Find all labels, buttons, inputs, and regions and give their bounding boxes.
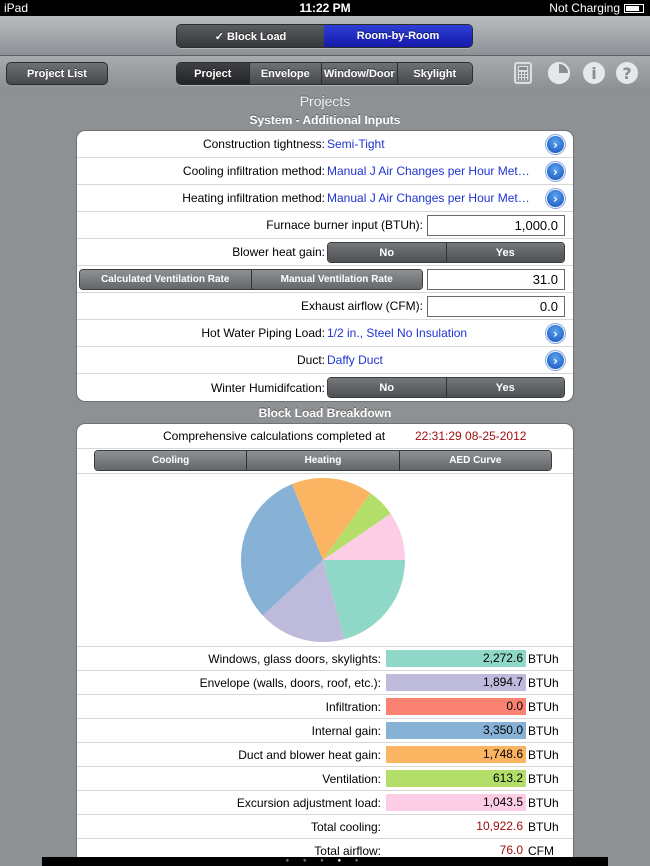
breakdown-value: 0.0 [386, 698, 526, 715]
breakdown-value: 1,043.5 [386, 794, 526, 811]
furnace-input[interactable]: 1,000.0 [427, 215, 565, 236]
section-title-inputs: System - Additional Inputs [249, 113, 401, 127]
chart-tabs [94, 450, 552, 471]
breakdown-label: Infiltration: [325, 699, 381, 714]
breakdown-row-internal-gain [77, 719, 573, 743]
status-bar [0, 0, 650, 16]
page-title: Projects [299, 93, 351, 109]
breakdown-label: Internal gain: [311, 723, 381, 738]
humidification-yes-button[interactable]: Yes [447, 378, 565, 397]
heating-infiltration-label: Heating infiltration method: [182, 191, 325, 205]
exhaust-input[interactable]: 0.0 [427, 296, 565, 317]
humidification-row [77, 374, 573, 401]
breakdown-value: 2,272.6 [386, 650, 526, 667]
breakdown-value: 1,894.7 [386, 674, 526, 691]
manual-ventilation-button[interactable]: Manual Ventilation Rate [252, 270, 423, 289]
calc-status-label: Comprehensive calculations completed at [163, 429, 386, 443]
breakdown-unit: BTUh [528, 795, 559, 810]
blower-yes-button[interactable]: Yes [447, 243, 565, 262]
humidification-no-button[interactable]: No [328, 378, 447, 397]
breakdown-unit: BTUh [528, 771, 559, 786]
cooling-infiltration-label: Cooling infiltration method: [182, 164, 325, 178]
ventilation-row [77, 266, 573, 293]
heating-tab[interactable]: Heating [247, 451, 399, 470]
furnace-row [77, 212, 573, 239]
inputs-card [76, 130, 574, 402]
breakdown-label: Envelope (walls, doors, roof, etc.): [199, 675, 381, 690]
calculated-ventilation-button[interactable]: Calculated Ventilation Rate [80, 270, 252, 289]
mode-bar [0, 16, 650, 56]
ventilation-input[interactable]: 31.0 [427, 269, 565, 290]
blower-no-button[interactable]: No [328, 243, 447, 262]
aed-curve-tab[interactable]: AED Curve [400, 451, 551, 470]
hot-water-value: 1/2 in., Steel No Insulation [327, 326, 468, 340]
breakdown-label: Duct and blower heat gain: [238, 747, 381, 762]
mode-segmented-control [176, 24, 473, 48]
device-name: iPad [4, 1, 29, 15]
breakdown-card [76, 423, 574, 857]
block-load-tab[interactable]: ✓ Block Load [177, 25, 324, 47]
disclosure-arrow-icon[interactable]: › [546, 351, 565, 370]
furnace-label: Furnace burner input (BTUh): [266, 218, 423, 232]
heating-infiltration-value: Manual J Air Changes per Hour Met… [327, 191, 530, 205]
pie-chart-area [77, 474, 573, 647]
breakdown-row-excursion [77, 791, 573, 815]
section-tabs [176, 62, 473, 85]
duct-row[interactable] [77, 347, 573, 374]
exhaust-label: Exhaust airflow (CFM): [300, 299, 423, 313]
blower-row [77, 239, 573, 266]
section-title-breakdown: Block Load Breakdown [258, 406, 392, 420]
breakdown-unit: BTUh [528, 675, 559, 690]
disclosure-arrow-icon[interactable]: › [546, 135, 565, 154]
breakdown-row-envelope [77, 671, 573, 695]
total-airflow-value: 76.0 [499, 843, 523, 857]
cooling-tab[interactable]: Cooling [95, 451, 247, 470]
construction-label: Construction tightness: [202, 137, 325, 151]
breakdown-row-duct-blower [77, 743, 573, 767]
breakdown-value: 613.2 [386, 770, 526, 787]
blower-label: Blower heat gain: [232, 245, 325, 259]
exhaust-row [77, 293, 573, 320]
tab-project[interactable]: Project [177, 63, 250, 84]
breakdown-row-infiltration [77, 695, 573, 719]
status-time: 11:22 PM [299, 1, 351, 15]
breakdown-row-ventilation [77, 767, 573, 791]
total-cooling-row [77, 815, 573, 839]
blower-toggle [327, 242, 565, 263]
help-icon[interactable]: ? [616, 62, 638, 84]
room-by-room-tab[interactable]: Room-by-Room [324, 25, 472, 47]
disclosure-arrow-icon[interactable]: › [546, 162, 565, 181]
heating-infiltration-row[interactable] [77, 185, 573, 212]
hot-water-row[interactable] [77, 320, 573, 347]
battery-label: Not Charging [549, 1, 620, 15]
cooling-infiltration-value: Manual J Air Changes per Hour Met… [327, 164, 530, 178]
duct-label: Duct: [296, 353, 325, 367]
battery-status [549, 1, 644, 15]
humidification-toggle [327, 377, 565, 398]
total-airflow-row [77, 839, 573, 857]
total-cooling-label: Total cooling: [310, 819, 381, 834]
calc-status-time: 22:31:29 08-25-2012 [415, 429, 527, 443]
breakdown-unit: BTUh [528, 699, 559, 714]
battery-icon [624, 4, 644, 13]
page-indicator-bar [42, 857, 608, 866]
humidification-label: Winter Humidifcation: [210, 380, 325, 395]
total-cooling-unit: BTUh [528, 819, 559, 834]
calc-status-row [77, 424, 573, 449]
breakdown-label: Ventilation: [322, 771, 381, 786]
construction-row[interactable] [77, 131, 573, 158]
total-airflow-label: Total airflow: [314, 844, 381, 857]
cooling-infiltration-row[interactable] [77, 158, 573, 185]
breakdown-value: 3,350.0 [386, 722, 526, 739]
project-list-button[interactable]: Project List [6, 62, 108, 85]
breakdown-unit: BTUh [528, 651, 559, 666]
pie-chart-icon[interactable] [548, 62, 570, 84]
breakdown-unit: BTUh [528, 747, 559, 762]
toolbar [0, 56, 650, 90]
breakdown-label: Excursion adjustment load: [236, 795, 381, 810]
hot-water-label: Hot Water Piping Load: [201, 326, 325, 340]
block-load-pie-chart [77, 474, 573, 647]
breakdown-row-windows [77, 647, 573, 671]
chart-tabs-row [77, 449, 573, 474]
total-airflow-unit: CFM [528, 844, 554, 857]
page-dots: ● ● ● ● ● [285, 858, 365, 864]
construction-value: Semi-Tight [327, 137, 385, 151]
tab-window-door[interactable]: Window/Door [322, 63, 397, 84]
ventilation-mode-toggle [79, 269, 423, 290]
tab-skylight[interactable]: Skylight [398, 63, 472, 84]
info-icon[interactable]: i [583, 62, 605, 84]
breakdown-unit: BTUh [528, 723, 559, 738]
disclosure-arrow-icon[interactable]: › [546, 324, 565, 343]
total-cooling-value: 10,922.6 [476, 819, 523, 833]
calculator-icon[interactable] [514, 62, 532, 84]
duct-value: Daffy Duct [327, 353, 383, 367]
tab-envelope[interactable]: Envelope [250, 63, 323, 84]
breakdown-label: Windows, glass doors, skylights: [208, 651, 381, 666]
disclosure-arrow-icon[interactable]: › [546, 189, 565, 208]
breakdown-value: 1,748.6 [386, 746, 526, 763]
